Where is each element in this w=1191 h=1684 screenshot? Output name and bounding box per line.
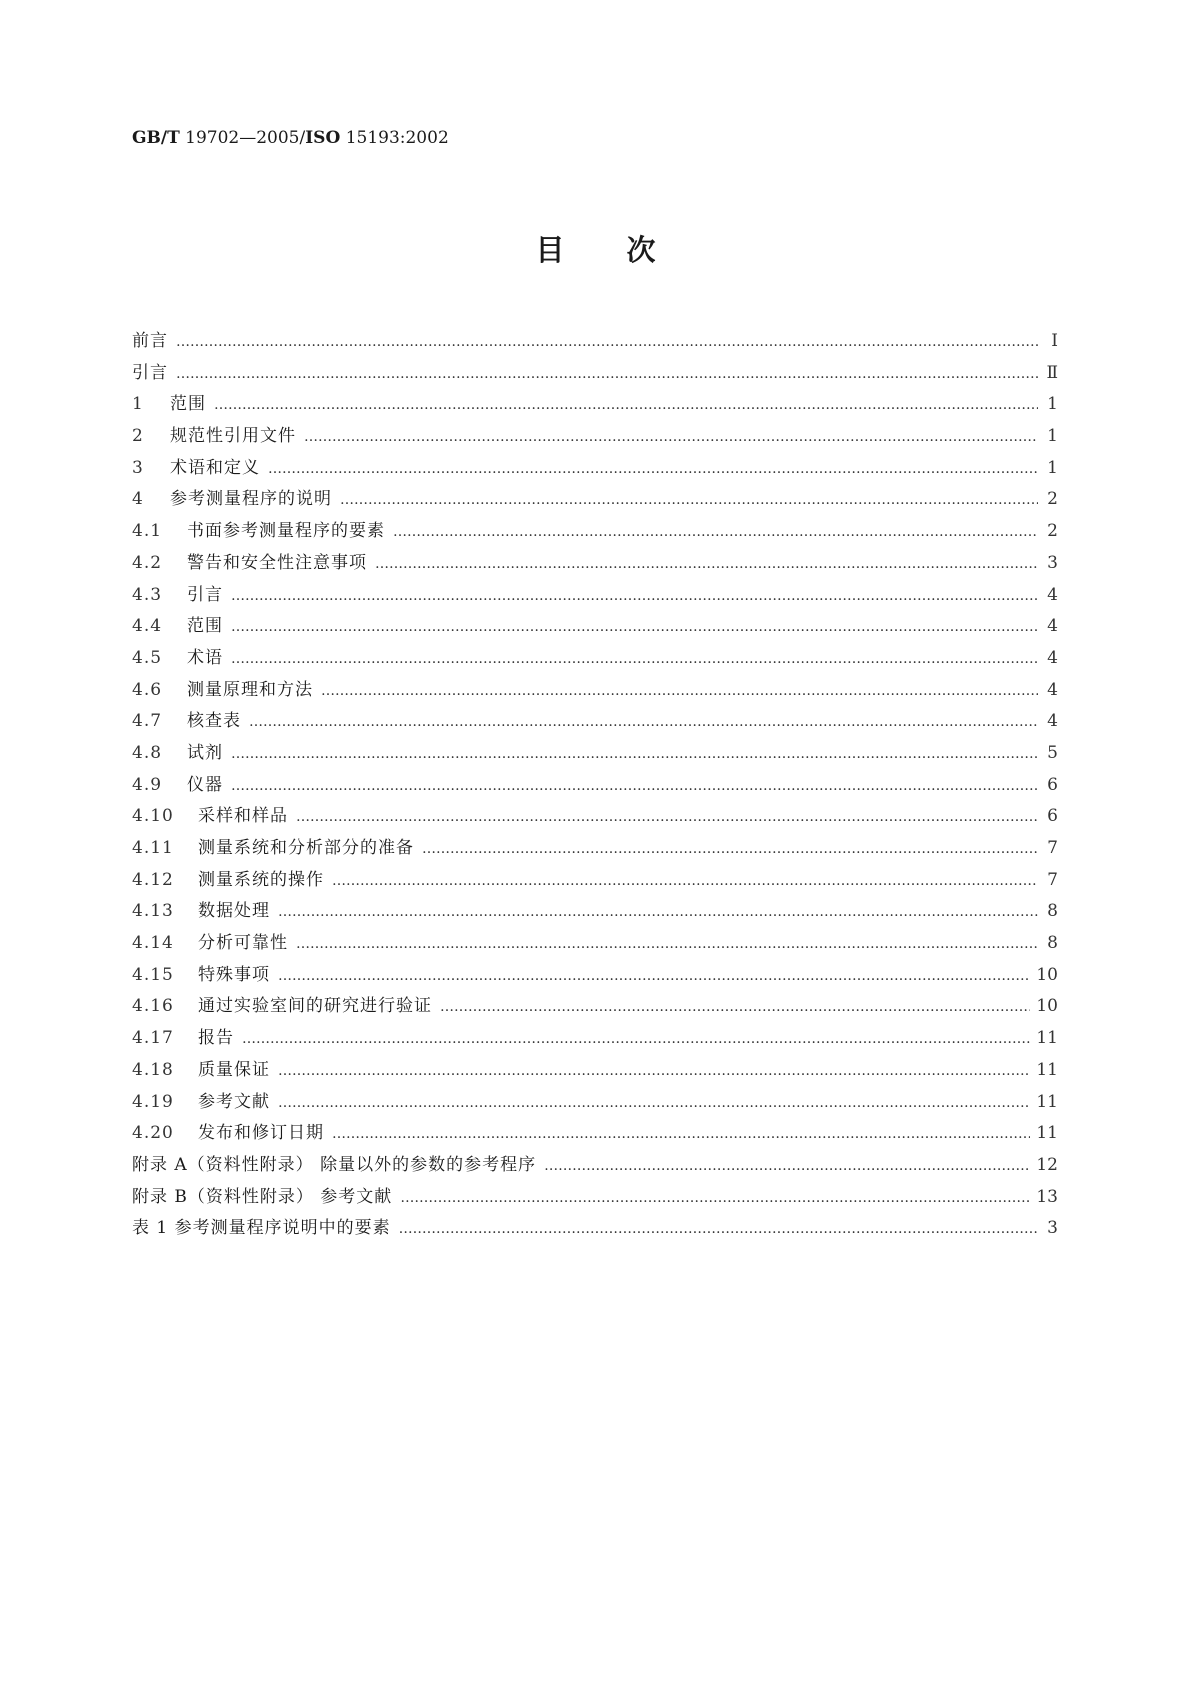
toc-entry-4-5[interactable] [132,643,1058,675]
toc-entry-label: 发布和修订日期 [198,1123,324,1144]
toc-entry-page: 5 [1047,742,1058,763]
toc-entry-label: 警告和安全性注意事项 [187,552,367,573]
toc-entry-4-17[interactable] [132,1023,1058,1055]
toc-entry-label: 仪器 [187,774,223,795]
toc-entry-4-20[interactable] [132,1118,1058,1150]
toc-leader-dots [242,1024,1030,1056]
toc-entry-number: 4.20 [132,1123,174,1144]
toc-entry-4-11[interactable] [132,833,1058,865]
toc-entry-number: 4.6 [132,679,163,700]
toc-entry-page: 12 [1036,1154,1058,1175]
toc-leader-dots [393,517,1038,549]
toc-entry-4-14[interactable] [132,928,1058,960]
toc-entry-number: 4.5 [132,647,163,668]
toc-entry-page: 10 [1036,996,1058,1017]
toc-leader-dots [278,1056,1030,1088]
toc-entry-table-1[interactable] [132,1213,1058,1245]
toc-entry-page: 4 [1047,711,1058,732]
toc-entry-page: 2 [1047,521,1058,542]
toc-entry-page: 7 [1047,869,1058,890]
toc-leader-dots [296,929,1038,961]
toc-entry-foreword[interactable] [132,326,1058,358]
toc-entry-page: 10 [1036,964,1058,985]
toc-entry-number: 1 [132,394,144,415]
toc-leader-dots [332,866,1038,898]
toc-entry-page: 4 [1047,584,1058,605]
page-title: 目次 [535,233,718,267]
toc-entry-label: 数据处理 [198,901,270,922]
toc-entry-4-8[interactable] [132,738,1058,770]
toc-leader-dots [231,644,1038,676]
toc-leader-dots [278,897,1038,929]
toc-entry-page: 4 [1047,616,1058,637]
toc-entry-number: 4.12 [132,869,174,890]
toc-entry-number: 3 [132,457,144,478]
toc-entry-number: 4.8 [132,742,163,763]
toc-leader-dots [231,739,1038,771]
standard-code: GB/T [132,128,180,148]
toc-entry-label: 采样和样品 [198,806,288,827]
toc-entry-page: 13 [1036,1186,1058,1207]
toc-entry-4-16[interactable] [132,991,1058,1023]
toc-leader-dots [304,422,1038,454]
toc-entry-page: 7 [1047,838,1058,858]
toc-entry-4-15[interactable] [132,960,1058,992]
toc-leader-dots [440,992,1030,1024]
toc-entry-label: 参考文献 [198,1091,270,1112]
toc-entry-4-3[interactable] [132,580,1058,612]
toc-entry-page: 6 [1047,774,1058,795]
toc-leader-dots [249,707,1038,739]
toc-entry-page: 1 [1047,426,1058,447]
toc-leader-dots [399,1214,1038,1246]
toc-entry-page: 11 [1036,1091,1058,1112]
toc-entry-4-19[interactable] [132,1087,1058,1119]
toc-entry-number: 4.4 [132,616,163,637]
toc-entry-4-12[interactable] [132,865,1058,897]
toc-leader-dots [231,612,1038,644]
toc-entry-annex-a[interactable] [132,1150,1058,1182]
toc-leader-dots [278,1088,1030,1120]
toc-entry-4-18[interactable] [132,1055,1058,1087]
toc-entry-page: 3 [1047,1218,1058,1239]
toc-entry-label: 范围 [187,616,223,637]
toc-entry-3[interactable] [132,453,1058,485]
toc-entry-label: 分析可靠性 [198,933,288,954]
table-of-contents [132,326,1058,1245]
toc-entry-4-6[interactable] [132,675,1058,707]
toc-entry-2[interactable] [132,421,1058,453]
toc-leader-dots [231,581,1038,613]
toc-entry-label: 测量原理和方法 [187,679,313,700]
toc-entry-number: 4.18 [132,1059,174,1080]
toc-entry-label: 特殊事项 [198,964,270,985]
toc-entry-number: 4.1 [132,521,163,542]
toc-entry-label: 术语 [187,647,223,668]
toc-entry-number: 4.14 [132,933,174,954]
toc-leader-dots [296,802,1038,834]
toc-entry-4-1[interactable] [132,516,1058,548]
toc-entry-label: 附录 B（资料性附录） 参考文献 [132,1186,393,1207]
toc-entry-number: 4 [132,489,144,510]
toc-entry-1[interactable] [132,389,1058,421]
toc-leader-dots [422,834,1038,866]
toc-entry-label: 表 1 参考测量程序说明中的要素 [132,1218,391,1239]
toc-entry-4-9[interactable] [132,770,1058,802]
toc-entry-label: 测量系统和分析部分的准备 [198,838,414,858]
toc-entry-label: 质量保证 [198,1059,270,1080]
toc-entry-number: 4.10 [132,806,174,827]
toc-entry-label: 规范性引用文件 [170,426,296,447]
toc-entry-label: 引言 [187,584,223,605]
toc-leader-dots [544,1151,1030,1183]
toc-entry-label: 参考测量程序的说明 [170,489,332,510]
toc-entry-label: 通过实验室间的研究进行验证 [198,996,432,1017]
toc-entry-number: 4.19 [132,1091,174,1112]
toc-entry-label: 试剂 [187,742,223,763]
toc-leader-dots [332,1119,1030,1151]
toc-entry-page: 11 [1036,1059,1058,1080]
toc-leader-dots [214,390,1038,422]
toc-entry-page: 8 [1047,933,1058,954]
toc-entry-label: 范围 [170,394,206,415]
toc-entry-4-2[interactable] [132,548,1058,580]
toc-entry-page: Ⅱ [1046,362,1058,383]
document-header [132,128,449,148]
toc-leader-dots [176,327,1038,359]
toc-entry-page: Ⅰ [1051,331,1058,351]
toc-entry-number: 4.16 [132,996,174,1017]
toc-entry-page: 11 [1036,1028,1058,1049]
toc-entry-4[interactable] [132,484,1058,516]
standard-number: 19702—2005/ [185,128,306,148]
toc-entry-number: 4.7 [132,711,163,732]
toc-entry-4-10[interactable] [132,801,1058,833]
toc-entry-number: 4.17 [132,1028,174,1049]
toc-leader-dots [231,771,1038,803]
toc-entry-page: 2 [1047,489,1058,510]
toc-entry-label: 核查表 [187,711,241,732]
toc-entry-label: 附录 A（资料性附录） 除量以外的参数的参考程序 [132,1154,537,1175]
toc-leader-dots [268,454,1038,486]
toc-leader-dots [176,359,1038,391]
toc-entry-introduction[interactable] [132,358,1058,390]
toc-entry-page: 4 [1047,647,1058,668]
toc-entry-number: 4.2 [132,552,163,573]
toc-leader-dots [321,676,1038,708]
toc-entry-label: 前言 [132,331,168,351]
toc-entry-page: 1 [1047,394,1058,415]
toc-leader-dots [278,961,1030,993]
toc-entry-4-13[interactable] [132,896,1058,928]
toc-entry-label: 术语和定义 [170,457,260,478]
toc-entry-number: 4.9 [132,774,163,795]
iso-code: ISO [305,128,341,148]
toc-entry-page: 11 [1036,1123,1058,1144]
toc-entry-label: 报告 [198,1028,234,1049]
toc-entry-page: 4 [1047,679,1058,700]
toc-entry-number: 4.15 [132,964,174,985]
toc-entry-number: 2 [132,426,144,447]
toc-entry-number: 4.11 [132,838,174,858]
toc-entry-4-4[interactable] [132,611,1058,643]
toc-entry-number: 4.13 [132,901,174,922]
toc-entry-number: 4.3 [132,584,163,605]
toc-leader-dots [340,485,1038,517]
toc-entry-4-7[interactable] [132,706,1058,738]
toc-entry-page: 3 [1047,552,1058,573]
toc-leader-dots [375,549,1038,581]
toc-entry-page: 6 [1047,806,1058,827]
iso-number: 15193:2002 [345,128,449,148]
toc-entry-label: 测量系统的操作 [198,869,324,890]
toc-leader-dots [400,1183,1030,1215]
toc-entry-annex-b[interactable] [132,1182,1058,1214]
toc-entry-page: 1 [1047,457,1058,478]
toc-entry-page: 8 [1047,901,1058,922]
toc-entry-label: 书面参考测量程序的要素 [187,521,385,542]
toc-entry-label: 引言 [132,362,168,383]
